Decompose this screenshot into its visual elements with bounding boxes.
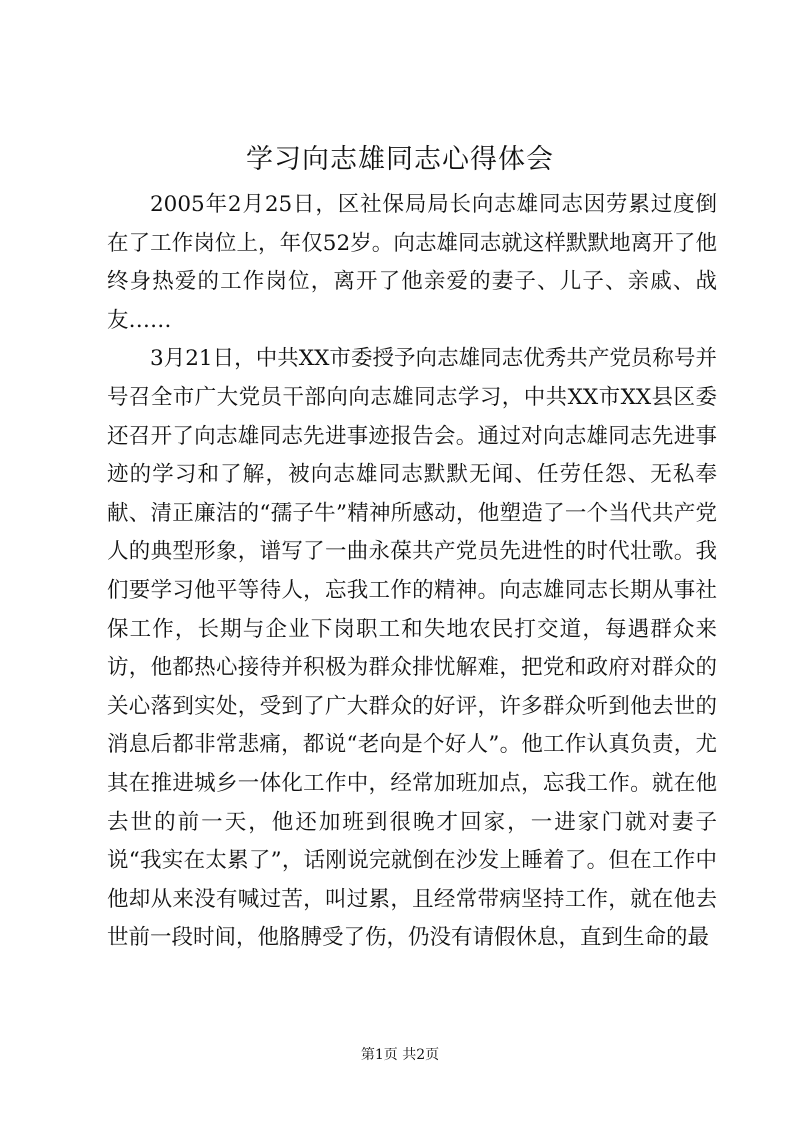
paragraph-1: 2005年2月25日，区社保局局长向志雄同志因劳累过度倒在了工作岗位上，年仅52岁。向志雄同志就这样默默地离开了他终身热爱的工作岗位，离开了他亲爱的妻子、儿子、亲戚、战友…… [107, 192, 717, 333]
paragraph-2: 3月21日，中共XX市委授予向志雄同志优秀共产党员称号并号召全市广大党员干部向向志雄同志学习，中共XX市XX县区委还召开了向志雄同志先进事迹报告会。通过对向志雄同志先进事迹的学习和了解，被向志雄同志默默无闻、任劳任怨、无私奉献、清正廉洁的“孺子牛”精神所感动，他塑造了一个当代共产党人的典型形象，谱写了一曲永葆共产党员先进性的时代壮歌。我们要学习他平等待人，忘我工作的精神。向志雄同志长期从事社保工作，长期与企业下岗职工和失地农民打交道，每遇群众来访，他都热心接待并积极为群众排忧解难，把党和政府对群众的关心落到实处，受到了广大群众的好评，许多群众听到他去世的消息后都非常悲痛，都说“老向是个好人”。他工作认真负责，尤其在推进城乡一体化工作中，经常加班加点，忘我工作。就在他去世的前一天，他还加班到很晚才回家，一进家门就对妻子说“我实在太累了”，话刚说完就倒在沙发上睡着了。但在工作中他却从来没有喊过苦，叫过累，且经常带病坚持工作，就在他去世前一段时间，他胳膊受了伤，仍没有请假休息，直到生命的最 [107, 346, 717, 951]
document-title: 学习向志雄同志心得体会 [246, 144, 554, 175]
document-body [107, 186, 717, 958]
page-footer: 第1页 共2页 [360, 1047, 440, 1063]
